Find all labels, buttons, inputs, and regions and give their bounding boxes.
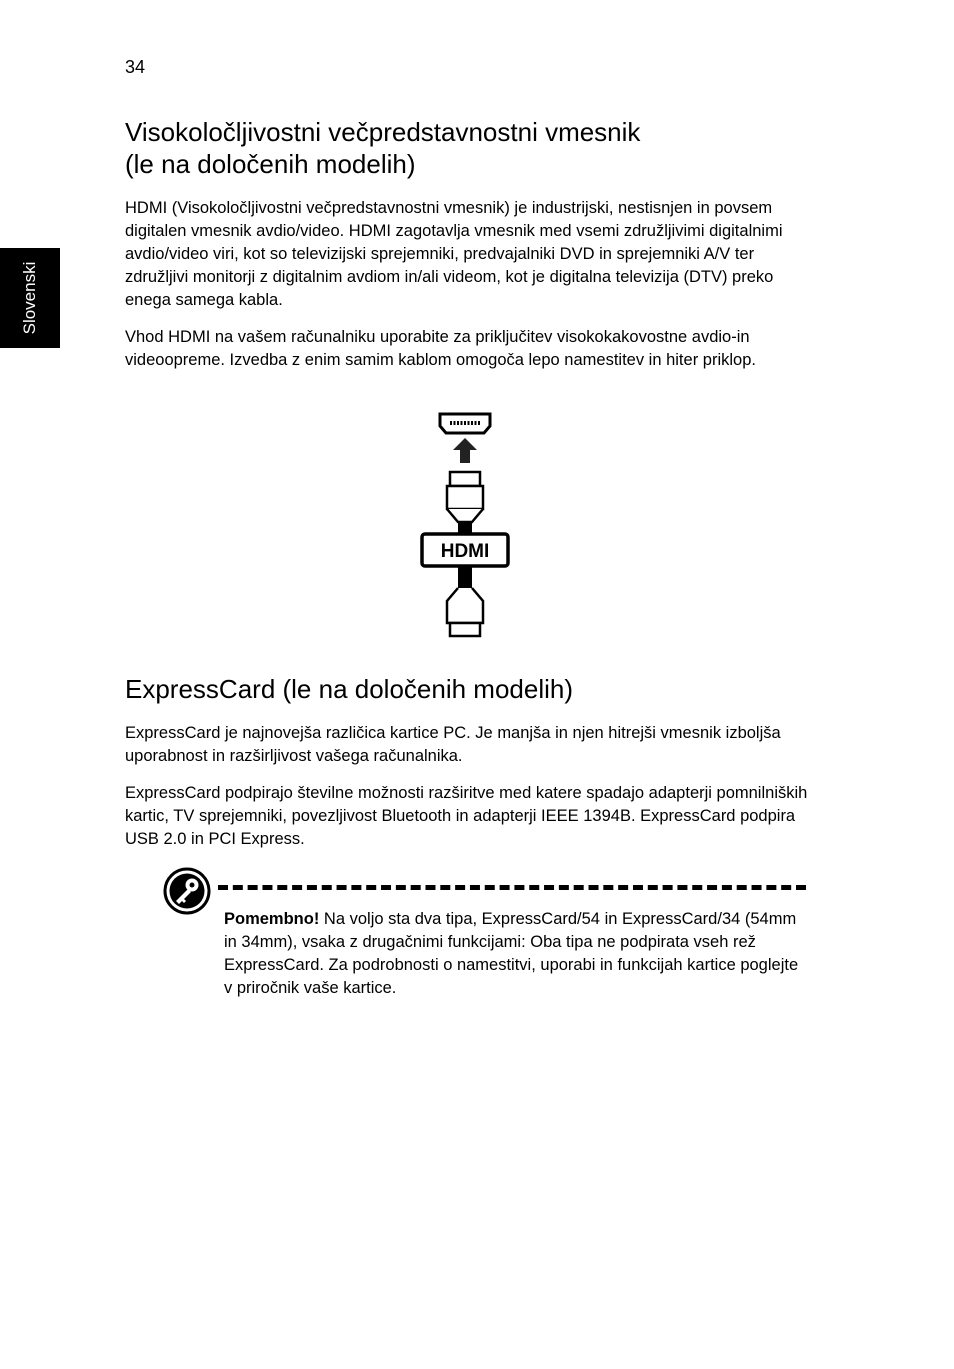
language-label: Slovenski xyxy=(20,261,39,335)
expresscard-section-title: ExpressCard (le na določenih modelih) xyxy=(125,674,574,704)
language-side-tab xyxy=(0,248,60,348)
hdmi-label-box xyxy=(422,534,508,566)
hdmi-section-title xyxy=(125,116,805,180)
up-arrow-icon xyxy=(453,438,477,463)
hdmi-port-icon xyxy=(440,414,490,433)
cable-bottom-segment xyxy=(458,566,472,588)
expresscard-paragraph-2: ExpressCard podpirajo številne možnosti razširitve med katere spadajo adapterji pomnilniških kartic, TV sprejemniki, povezljivost Bluetooth in adapterji IEEE 1394B. ExpressCard podpira USB 2.0 in PCI Express. xyxy=(125,784,808,848)
hdmi-plug-top xyxy=(447,472,483,522)
page-number: 34 xyxy=(125,57,146,77)
hdmi-plug-bottom xyxy=(447,588,483,636)
hdmi-paragraph-2: Vhod HDMI na vašem računalniku uporabite za priključitev visokokakovostne avdio-in videoopreme. Izvedba z enim samim kablom omogoča lepo namestitev in hiter priklop. xyxy=(125,328,756,369)
hdmi-label-text: HDMI xyxy=(440,541,490,562)
hdmi-title-line1: Visokoločljivostni večpredstavnostni vmesnik xyxy=(125,117,641,147)
key-icon xyxy=(163,867,211,915)
important-label: Pomembno! xyxy=(224,910,320,928)
hdmi-title-line2: (le na določenih modelih) xyxy=(125,149,416,179)
important-note xyxy=(224,908,804,1000)
important-note-text: Na voljo sta dva tipa, ExpressCard/54 in ExpressCard/34 (54mm in 34mm), vsaka z drugačnimi funkcijami: Oba tipa ne podpirata vseh rež ExpressCard. Za podrobnosti o namestitvi, uporabi in funkcijah kartice poglejte v priročnik vaše kartice. xyxy=(224,910,799,997)
cable-top-segment xyxy=(458,522,472,534)
hdmi-paragraph-1: HDMI (Visokoločljivostni večpredstavnostni vmesnik) je industrijski, nestisnjen in povsem digitalen vmesnik avdio/video. HDMI zagotavlja vmesnik med vsemi združljivimi digitalnimi avdio/video viri, kot so televizijski sprejemniki, predvajalniki DVD in sprejemniki A/V ter združljivi monitorji z digitalnim avdiom in/ali videom, kot je digitalna televizija (DTV) preko enega samega kabla. xyxy=(125,199,783,309)
note-divider xyxy=(218,885,806,890)
expresscard-paragraph-1: ExpressCard je najnovejša različica kartice PC. Je manjša in njen hitrejši vmesnik izboljša uporabnost in razširljivost vašega računalnika. xyxy=(125,724,781,765)
hdmi-connector-illustration xyxy=(418,410,512,642)
